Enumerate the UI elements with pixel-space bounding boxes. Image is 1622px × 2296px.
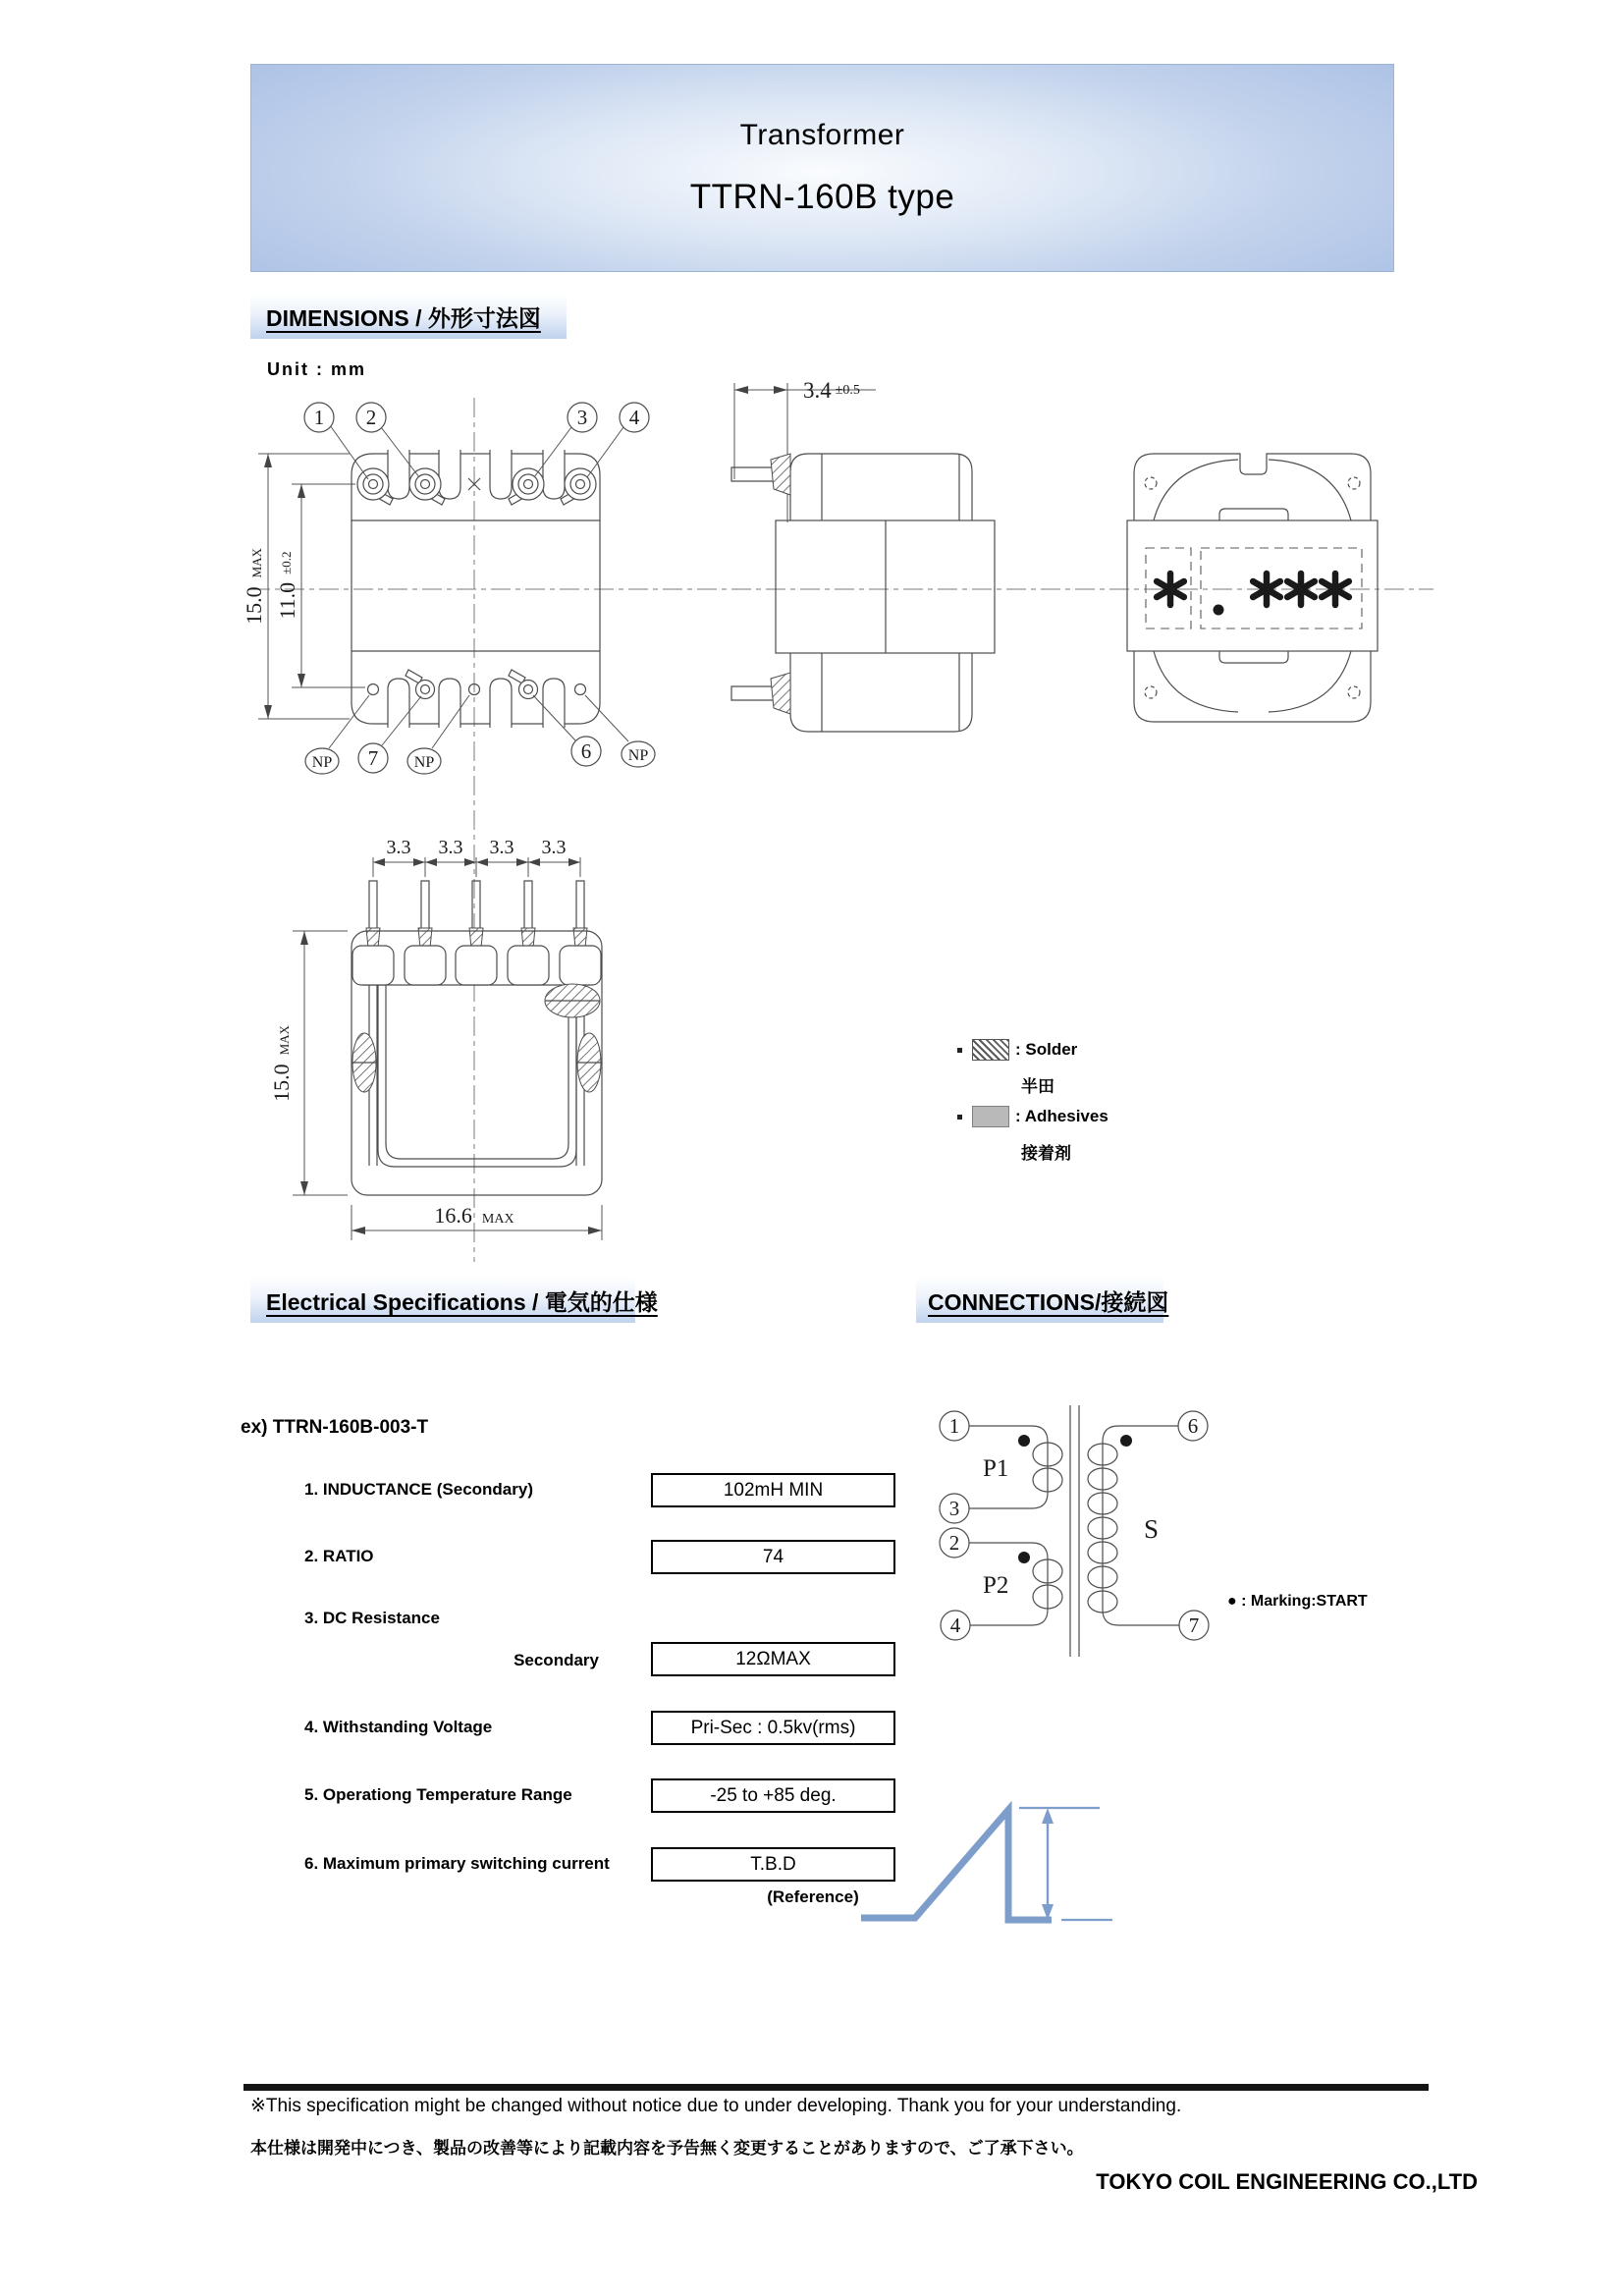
legend-adhesives-row [957,1106,1108,1127]
bobbin-pad [560,946,601,985]
spec-value-max-switching-current: T.B.D [651,1847,895,1882]
svg-text:11.0 ±0.2 [275,551,299,619]
pitch-label: 3.3 [541,837,567,858]
core-lines [1070,1405,1079,1657]
spec-label-withstanding-voltage: 4. Withstanding Voltage [304,1718,493,1736]
unit-label: Unit : mm [267,359,366,379]
balloon-pin1-label: 1 [313,406,325,429]
side-bottom-flange [790,653,972,732]
flange-valley [490,679,512,728]
balloon-np-label: NP [627,747,649,764]
front-bottom-arcs [1154,651,1351,712]
start-dot-s [1120,1435,1132,1447]
flange-valley [439,450,460,499]
dim-15-0-bottom [269,931,348,1195]
side-pin-bottom [731,673,790,714]
flange-valley [543,679,565,728]
connections-diagram [928,1399,1379,1665]
winding-p1-label: P1 [983,1455,1009,1482]
drawing-bottom-view [269,820,697,1262]
winding-s-label: S [1144,1514,1160,1544]
screw-hole [1145,477,1157,489]
side-top-flange-lines [822,454,959,520]
front-bottom-tab [1219,651,1288,663]
spec-label-operating-temperature: 5. Operationg Temperature Range [304,1785,572,1804]
pin-7 [416,681,435,699]
balloon-np-label: NP [311,754,333,771]
screw-hole [1145,686,1157,698]
spec-value-ratio: 74 [651,1540,895,1574]
peak-arrow [1042,1808,1054,1920]
bobbin-pad [456,946,497,985]
body-band [351,520,600,651]
doc-title: Transformer [739,119,905,151]
bobbin-pad [352,946,394,985]
front-top-cap [1134,454,1371,520]
pitch-label: 3.3 [438,837,463,858]
doc-subtitle: TTRN-160B type [689,178,955,216]
svg-text:16.6 MAX [434,1203,514,1228]
conn-pin1-label: 1 [948,1414,960,1438]
screw-hole [1348,686,1360,698]
marking-start-note: ● : Marking:START [1227,1593,1368,1610]
drawing-side-view [727,354,1031,756]
winding-s [1088,1426,1179,1625]
company-name: TOKYO COIL ENGINEERING CO.,LTD [1096,2169,1478,2194]
flange-valley [439,679,460,728]
adhesives-swatch-icon [972,1106,1009,1127]
conn-pin7-label: 7 [1188,1613,1200,1637]
start-dot-p2 [1018,1552,1030,1563]
dim-value: 16.6 [434,1203,472,1228]
balloon-pin2-label: 2 [365,406,377,429]
start-dot-p1 [1018,1435,1030,1447]
pin-3 [513,468,544,500]
balloon-np-label: NP [413,754,435,771]
pin-4 [565,468,596,500]
balloon-pin7-label: 7 [367,746,379,770]
legend-solder-label: : Solder [1015,1040,1078,1059]
pitch-label: 3.3 [386,837,411,858]
waveform-reference-lines [1019,1808,1112,1920]
spec-value-inductance: 102mH MIN [651,1473,895,1507]
front-bottom-cap [1134,651,1371,722]
dim-suffix: MAX [481,1212,514,1227]
spec-value-dc-resistance: 12ΩMAX [651,1642,895,1676]
dim-tolerance: ±0.5 [835,383,860,398]
dim-value: 3.4 [803,378,832,403]
balloon-pin3-label: 3 [576,406,588,429]
spec-label-dc-resistance: 3. DC Resistance [304,1609,440,1627]
dim-value: 15.0 [269,1064,294,1102]
conn-pin4-label: 4 [949,1613,961,1637]
drawing-top-view [242,393,697,815]
spec-value-operating-temperature: -25 to +85 deg. [651,1778,895,1813]
dim-value: 15.0 [242,586,266,625]
flange-valley [388,679,409,728]
dim-value: 11.0 [275,581,299,620]
balloon-pin6-label: 6 [580,739,592,763]
flange-valley [543,450,565,499]
window-outer [378,985,576,1167]
solder-areas [352,984,601,1092]
front-top-arcs [1154,460,1351,520]
svg-text:15.0 MAX [242,547,266,624]
np-hole [575,684,586,695]
spec-reference-note: (Reference) [767,1887,859,1906]
current-waveform-line [861,1810,1052,1920]
svg-text:3.4 ±0.5 [803,378,860,403]
legend-solder-row [957,1039,1077,1061]
center-mark-icon [468,478,480,490]
spec-sublabel-secondary: Secondary [514,1651,599,1669]
legend-solder-jp: 半田 [1021,1077,1054,1096]
flange-valley [388,450,409,499]
bullet-icon [957,1115,962,1120]
np-hole [368,684,379,695]
reference-waveform [859,1802,1134,1935]
dim-suffix: MAX [277,1025,292,1056]
dim-tolerance: ±0.2 [279,551,294,574]
section-label-dimensions: DIMENSIONS / 外形寸法図 [250,294,567,339]
conn-pin2-label: 2 [948,1531,960,1555]
front-top-tab [1219,509,1288,520]
pin-2 [409,468,441,500]
section-label-connections: CONNECTIONS/接続図 [916,1278,1163,1323]
pin-6 [519,681,538,699]
spec-label-max-switching-current: 6. Maximum primary switching current [304,1854,610,1873]
flange-valley [490,450,512,499]
dim-16-6 [351,1203,602,1240]
side-top-flange [790,454,972,520]
spec-label-inductance: 1. INDUCTANCE (Secondary) [304,1480,533,1499]
spec-value-withstanding-voltage: Pri-Sec : 0.5kv(rms) [651,1711,895,1745]
legend-adhesives-jp: 接着剤 [1021,1144,1071,1163]
side-bottom-flange-lines [822,653,959,732]
dim-suffix: MAX [249,548,264,578]
footer-divider [243,2084,1429,2091]
footer-note-en: ※This specification might be changed without notice due to under developing. Thank you for your understanding. [250,2096,1182,2116]
winding-p2-label: P2 [983,1572,1009,1599]
screw-hole [1348,477,1360,489]
legend-adhesives-label: : Adhesives [1015,1107,1108,1125]
bullet-icon [957,1048,962,1053]
conn-pin6-label: 6 [1187,1414,1199,1438]
bobbin-pad [405,946,446,985]
dim-pitch [373,837,580,877]
header-banner [250,64,1394,272]
pin-1 [357,468,389,500]
side-pin-top [731,454,790,495]
marking-asterisks [1157,574,1349,605]
section-label-electrical: Electrical Specifications / 電気的仕様 [250,1278,635,1323]
drawing-front-view [1124,447,1399,732]
bobbin-pad [508,946,549,985]
footer-note-jp: 本仕様は開発中につき、製品の改善等により記載内容を予告無く変更することがありますので、ご了承下さい。 [250,2139,1084,2158]
dim-3-4 [734,378,876,522]
spec-example-part-number: ex) TTRN-160B-003-T [241,1417,429,1438]
balloon-pin4-label: 4 [628,406,640,429]
np-hole [469,684,480,695]
window-inner [386,985,568,1159]
spec-label-ratio: 2. RATIO [304,1547,374,1565]
pitch-label: 3.3 [489,837,514,858]
marking-dot [1214,605,1224,616]
solder-hatch-icon [972,1039,1009,1061]
conn-pin3-label: 3 [948,1497,960,1520]
